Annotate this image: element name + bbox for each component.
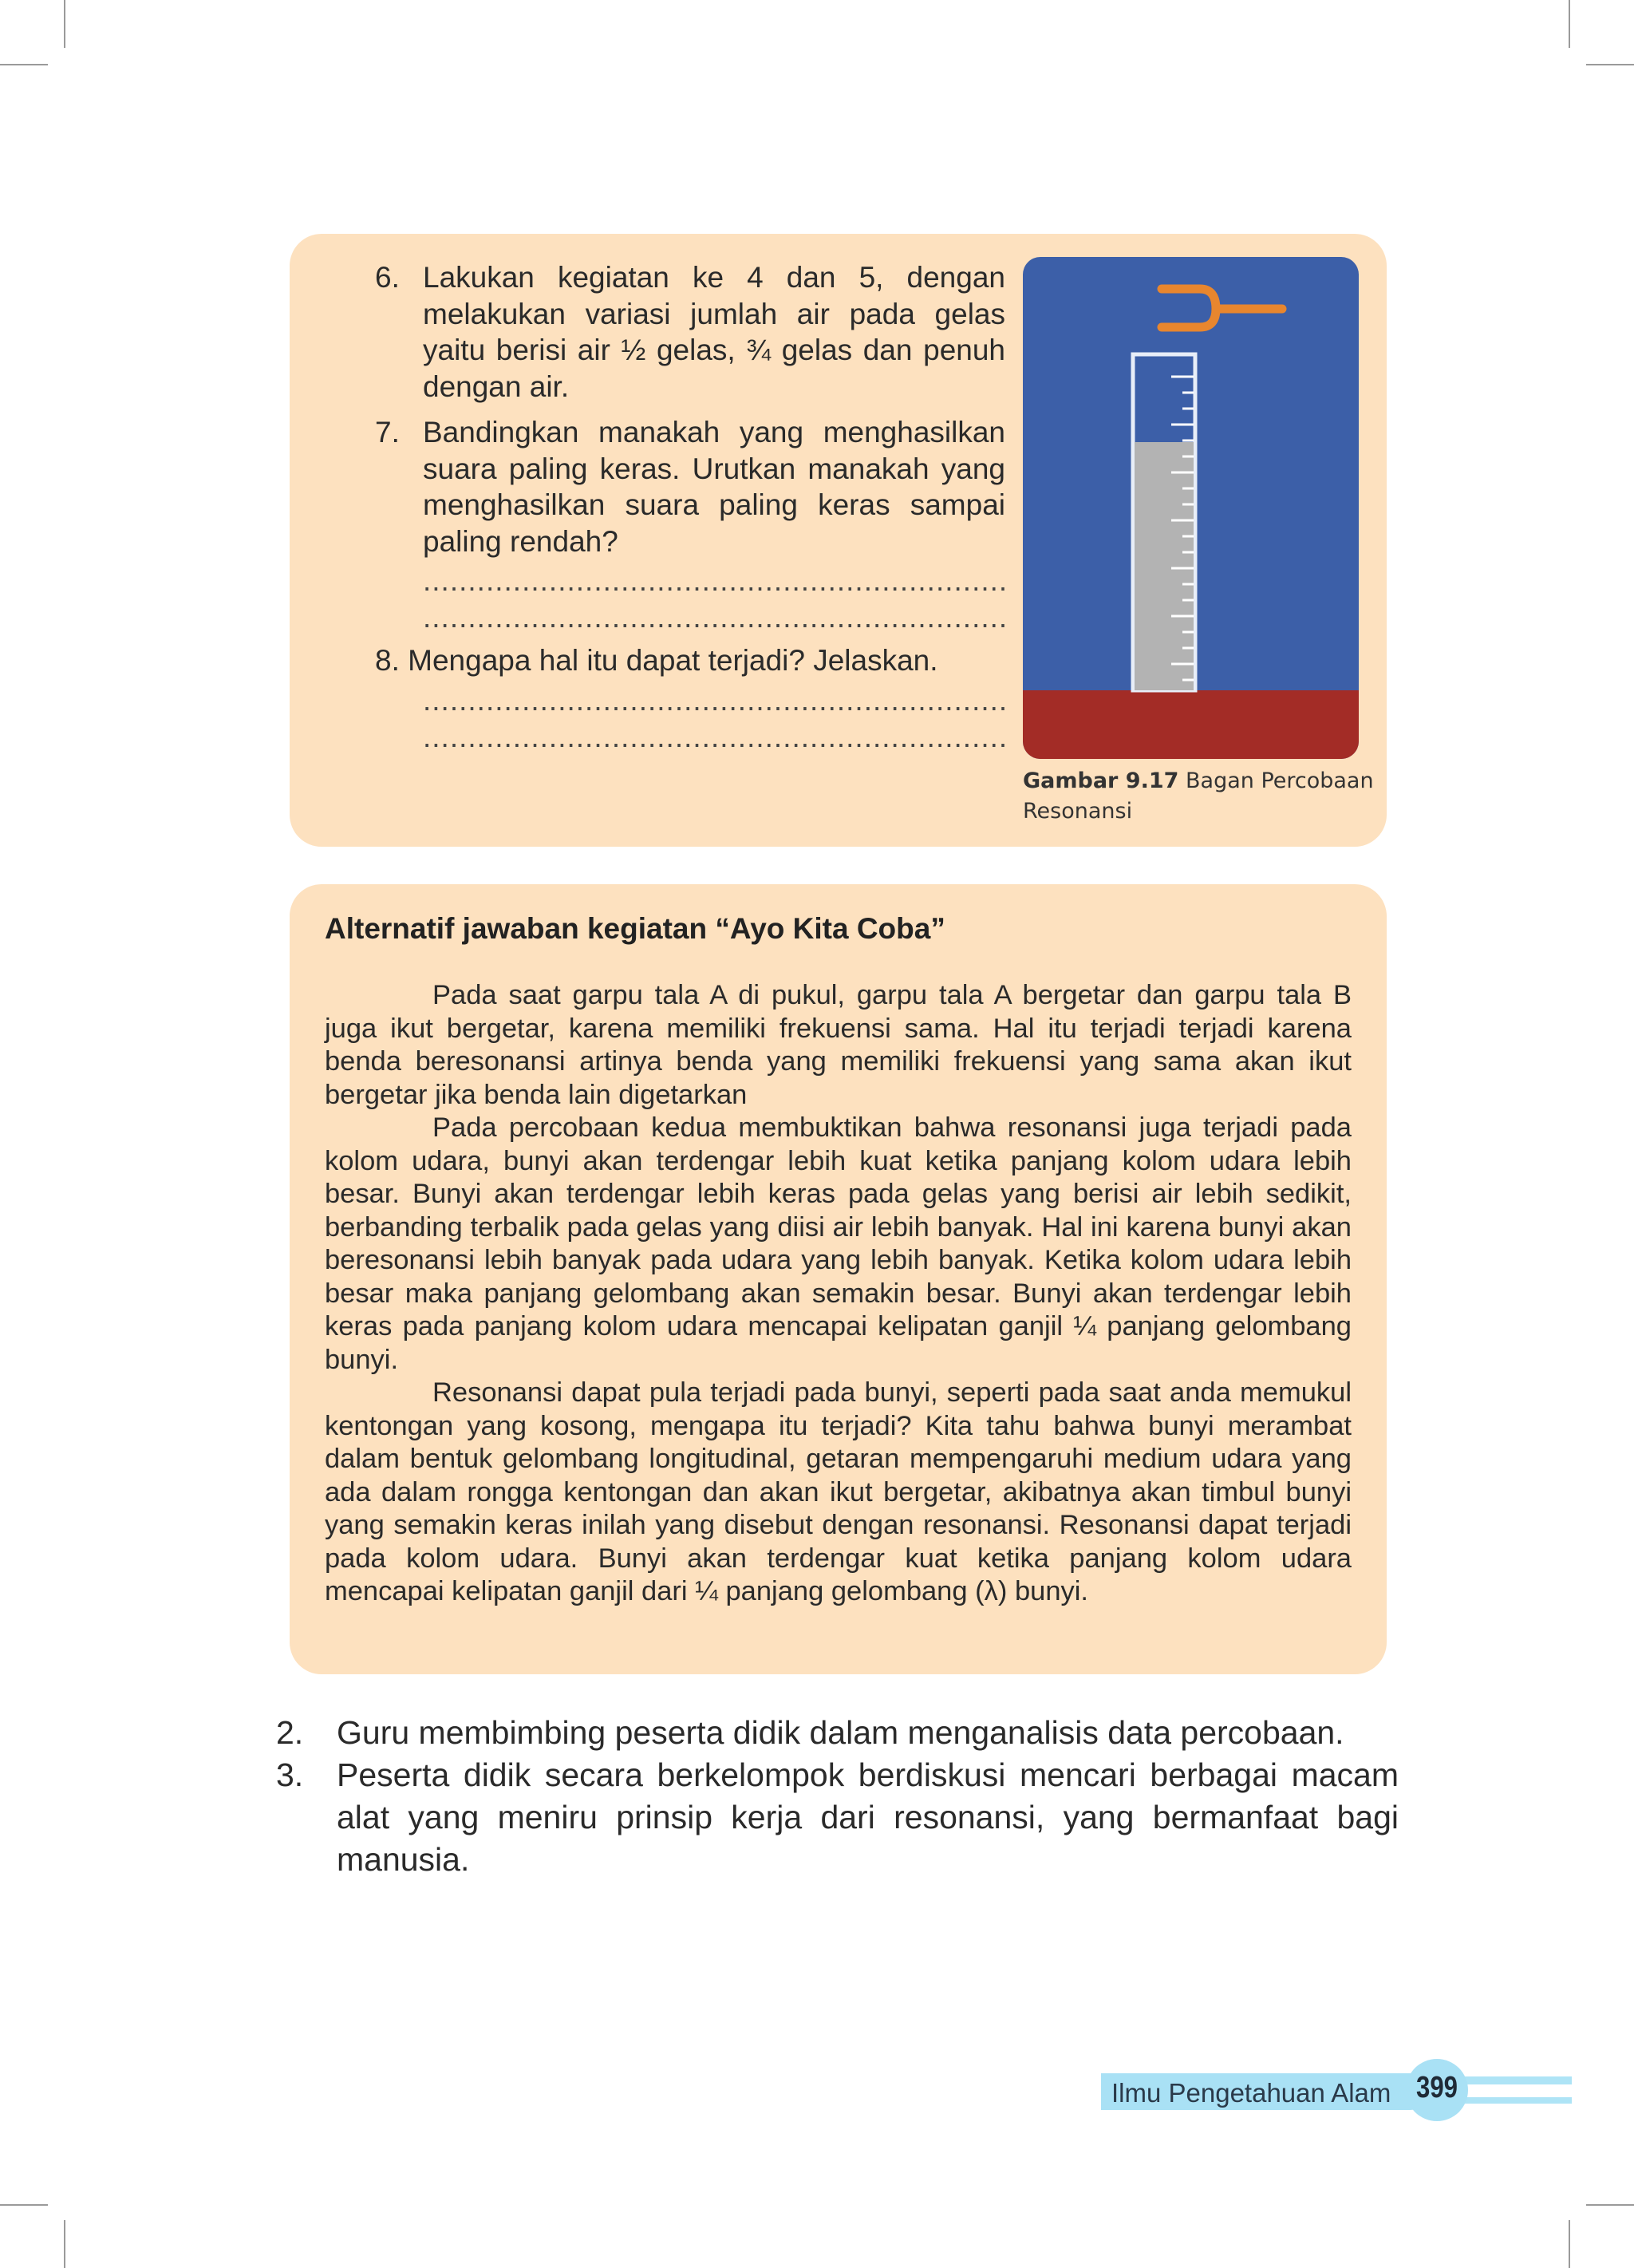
caption-text: Bagan Percobaan Resonansi (1023, 769, 1374, 824)
list-item (375, 414, 1005, 633)
list-item (375, 259, 1005, 405)
crop-mark (1569, 2220, 1570, 2268)
step-text: Peserta didik secara berkelompok berdiskusi mencari berbagai macam alat yang meniru prinsip kerja dari resonansi, yang bermanfaat bagi manusia. (337, 1756, 1399, 1878)
list-item (276, 1754, 1399, 1881)
figure-caption (1023, 766, 1390, 827)
answer-box-title: Alternatif jawaban kegiatan “Ayo Kita Coba” (325, 912, 945, 945)
answer-line (423, 682, 1005, 716)
step-text: Mengapa hal itu dapat terjadi? Jelaskan. (408, 644, 938, 677)
answer-box-body (325, 979, 1352, 1609)
crop-mark (1569, 0, 1570, 48)
resonance-experiment-figure (1023, 257, 1359, 759)
crop-mark (1586, 64, 1634, 65)
crop-mark (0, 64, 48, 65)
crop-mark (0, 2204, 48, 2206)
step-number: 8. (375, 644, 400, 677)
list-item (375, 642, 1005, 753)
activity-steps-list (375, 259, 1005, 762)
page-number: 399 (1416, 2071, 1458, 2104)
answer-line (423, 599, 1005, 633)
step-text: Guru membimbing peserta didik dalam menganalisis data percobaan. (337, 1714, 1344, 1751)
crop-mark (64, 2220, 65, 2268)
caption-label: Gambar 9.17 (1023, 769, 1179, 793)
crop-mark (1586, 2204, 1634, 2206)
step-number: 7. (375, 416, 400, 448)
list-item (276, 1712, 1399, 1754)
water-column (1135, 442, 1194, 690)
step-text: Bandingkan manakah yang menghasilkan suara paling keras. Urutkan manakah yang menghasilkan suara paling keras sampai paling rendah? (423, 416, 1005, 558)
step-text: Lakukan kegiatan ke 4 dan 5, dengan melakukan variasi jumlah air pada gelas yaitu berisi air ½ gelas, ¾ gelas dan penuh dengan air. (423, 261, 1005, 403)
answer-line (423, 563, 1005, 596)
step-number: 2. (276, 1714, 304, 1751)
footer-book-title: Ilmu Pengetahuan Alam (1111, 2078, 1391, 2108)
answer-line (423, 719, 1005, 753)
paragraph: Pada percobaan kedua membuktikan bahwa resonansi juga terjadi pada kolom udara, bunyi akan terdengar lebih kuat ketika panjang kolom udara lebih besar. Bunyi akan terdengar lebih keras pada gelas yang berisi air lebih sedikit, berbanding terbalik pada gelas yang diisi air lebih banyak. Hal ini karena bunyi akan beresonansi lebih banyak pada udara yang lebih banyak. Ketika kolom udara lebih besar maka panjang gelombang akan semakin besar. Bunyi akan terdengar lebih keras pada panjang kolom udara mencapai kelipatan ganjil ¼ panjang gelombang bunyi. (325, 1112, 1352, 1375)
resonance-diagram (1023, 257, 1359, 759)
teacher-steps-list (276, 1712, 1399, 1881)
step-number: 3. (276, 1756, 304, 1793)
paragraph: Resonansi dapat pula terjadi pada bunyi, seperti pada saat anda memukul kentongan yang kosong, mengapa itu terjadi? Kita tahu bahwa bunyi merambat dalam bentuk gelombang longitudinal, getaran mempengaruhi medium udara yang ada dalam rongga kentongan dan akan ikut bergetar, akibatnya akan timbul bunyi yang semakin keras inilah yang disebut dengan resonansi. Resonansi dapat terjadi pada kolom udara. Bunyi akan terdengar kuat ketika panjang kolom udara mencapai kelipatan ganjil dari ¼ panjang gelombang (λ) bunyi. (325, 1377, 1352, 1606)
crop-mark (64, 0, 65, 48)
paragraph: Pada saat garpu tala A di pukul, garpu tala A bergetar dan garpu tala B juga ikut bergetar, karena memiliki frekuensi sama. Hal itu terjadi terjadi karena benda beresonansi artinya benda yang memiliki frekuensi yang sama akan ikut bergetar jika benda lain digetarkan (325, 980, 1352, 1110)
step-number: 6. (375, 261, 400, 294)
